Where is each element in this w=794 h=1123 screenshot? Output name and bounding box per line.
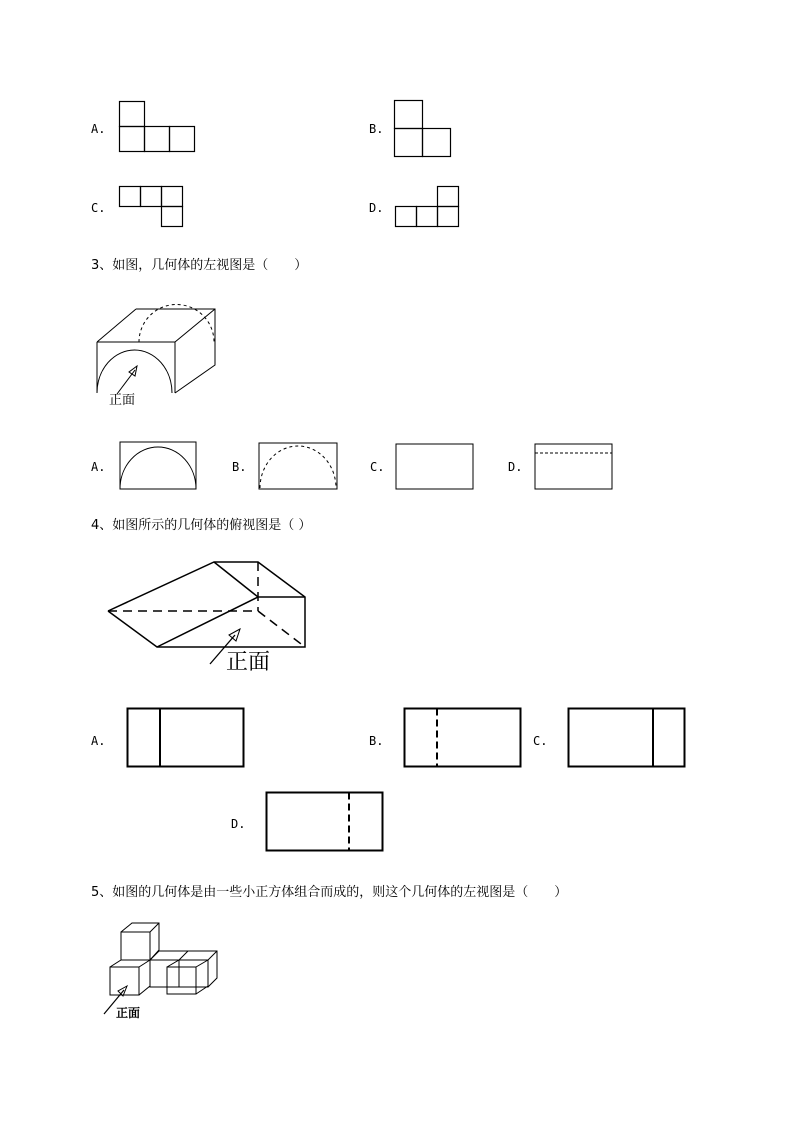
q3-option-a-label[interactable]: A.: [91, 460, 106, 474]
q4-option-d-label[interactable]: D.: [231, 817, 246, 831]
q2-option-c-figure: [118, 185, 188, 230]
q3-option-c-figure: [395, 443, 477, 493]
q2-option-a-figure: [118, 100, 198, 160]
q3-option-d-figure: [534, 443, 616, 493]
q4-option-c-label[interactable]: C.: [533, 734, 548, 748]
q3-option-a-figure: [119, 441, 199, 491]
q3-option-c-label[interactable]: C.: [370, 460, 385, 474]
q2-option-c-label[interactable]: C.: [91, 201, 106, 215]
q4-solid-figure: [100, 555, 320, 685]
q3-option-b-label[interactable]: B.: [232, 460, 247, 474]
q3-question-text: 3、如图，几何体的左视图是（ ）: [91, 258, 308, 273]
q5-question-text: 5、如图的几何体是由一些小正方体组合而成的，则这个几何体的左视图是（ ）: [91, 885, 568, 900]
q2-option-a-label[interactable]: A.: [91, 122, 106, 136]
q5-front-label: 正面: [116, 1006, 141, 1020]
q3-front-label: 正面: [109, 393, 136, 408]
q4-front-label: 正面: [226, 650, 271, 675]
q2-option-d-label[interactable]: D.: [369, 201, 384, 215]
q4-option-c-figure: [567, 707, 687, 769]
q2-option-b-figure: [393, 99, 453, 159]
q3-option-b-figure: [258, 442, 340, 492]
q3-option-d-label[interactable]: D.: [508, 460, 523, 474]
q4-option-d-figure: [265, 791, 385, 853]
q4-option-a-label[interactable]: A.: [91, 734, 106, 748]
q2-option-d-figure: [395, 185, 465, 230]
q4-option-b-label[interactable]: B.: [369, 734, 384, 748]
q2-option-b-label[interactable]: B.: [369, 122, 384, 136]
q4-question-text: 4、如图所示的几何体的俯视图是（ ）: [91, 518, 312, 533]
q4-option-b-figure: [403, 707, 523, 769]
q4-option-a-figure: [126, 707, 246, 769]
